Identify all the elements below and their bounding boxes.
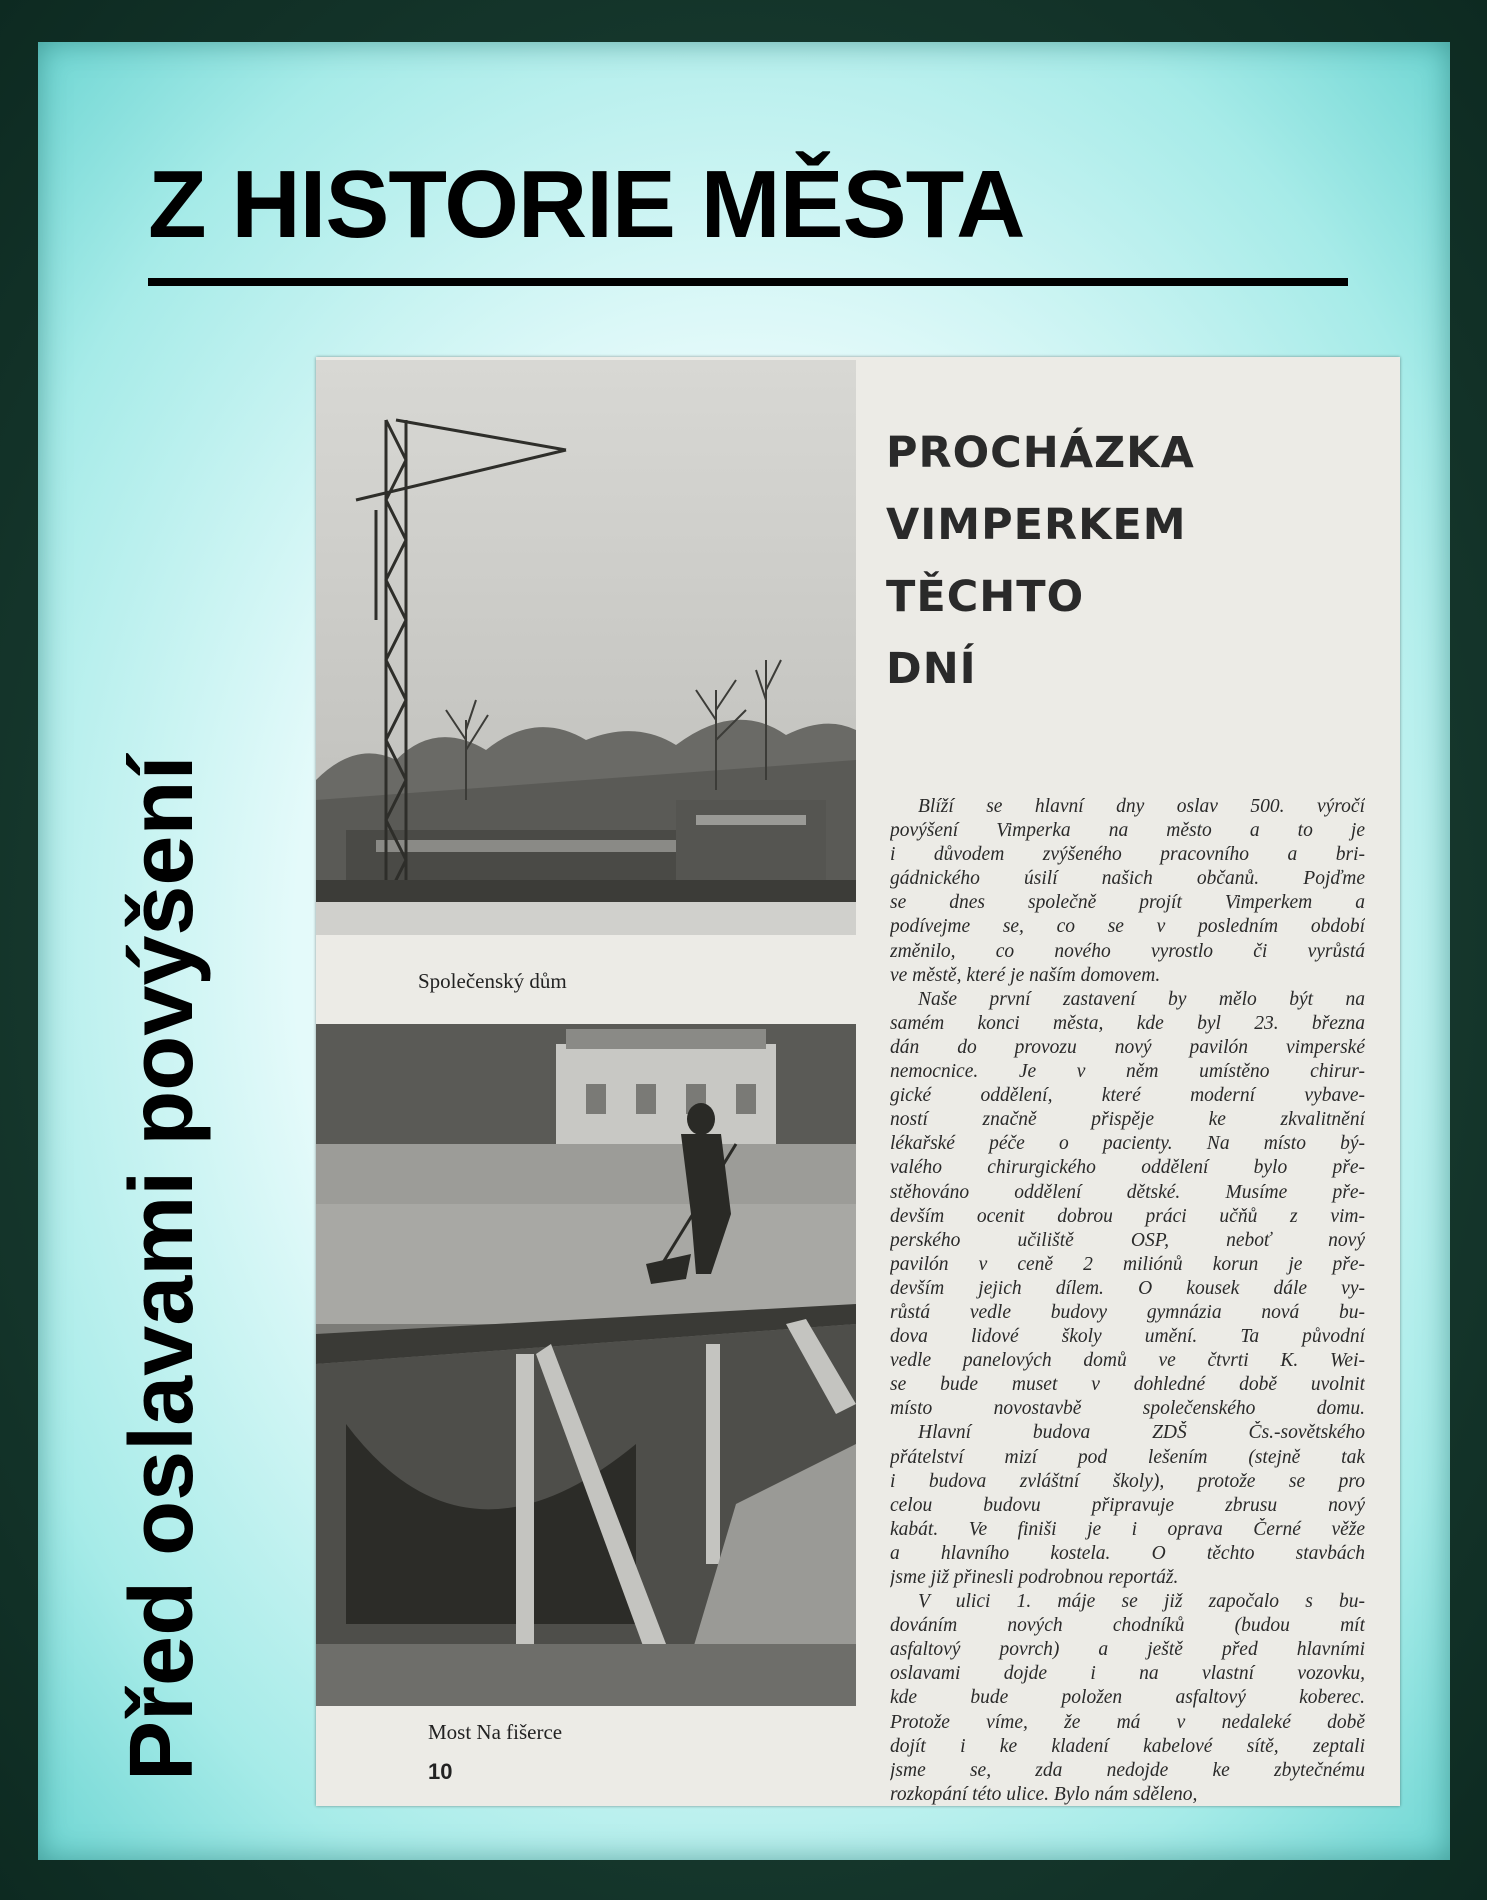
article-body-line: i důvodem zvýšeného pracovního a bri- bbox=[890, 844, 1365, 866]
article-body-line: oslavami dojde i na vlastní vozovku, bbox=[890, 1663, 1365, 1685]
article-body-line: jsme již přinesli podrobnou reportáž. bbox=[890, 1567, 1179, 1588]
article-body-line: Protože víme, že má v nedaleké době bbox=[890, 1711, 1365, 1733]
article-body-line: celou budovu připravuje zbrusu nový bbox=[890, 1494, 1365, 1516]
page-number: 10 bbox=[428, 1759, 453, 1784]
article-body-line: jsme se, zda nedojde ke zbytečnému bbox=[890, 1759, 1365, 1781]
article-body-line: valého chirurgického oddělení bylo pře- bbox=[890, 1157, 1365, 1179]
main-title: Z HISTORIE MĚSTA bbox=[148, 151, 1025, 258]
scanned-page bbox=[316, 357, 1400, 1806]
article-body-line: asfaltový povrch) a ještě před hlavními bbox=[890, 1639, 1365, 1661]
side-title: Před oslavami povýšení bbox=[112, 755, 212, 1781]
article-body-line: se dnes společně projít Vimperkem a bbox=[890, 892, 1365, 914]
photo-caption: Společenský dům bbox=[418, 969, 567, 993]
article-body-line: gické oddělení, které moderní vybave- bbox=[890, 1085, 1365, 1107]
photo-spolecensky-dum bbox=[316, 360, 856, 935]
article-title-line: PROCHÁZKA bbox=[886, 428, 1195, 478]
article-body-line: kde bude položen asfaltový koberec. bbox=[890, 1687, 1365, 1709]
article-body-line: přátelství mizí pod lešením (stejně tak bbox=[890, 1446, 1365, 1468]
article-body-line: dán do provozu nový pavilón vimperské bbox=[890, 1036, 1365, 1058]
article-body bbox=[890, 795, 1365, 1807]
article-body-line: stěhováno oddělení dětské. Musíme pře- bbox=[890, 1181, 1365, 1203]
article-body-line: dojít i ke kladení kabelové sítě, zeptali bbox=[890, 1735, 1365, 1757]
article-body-line: růstá vedle budovy gymnázia nová bu- bbox=[890, 1301, 1365, 1323]
article-body-line: kabát. Ve finiši je i oprava Černé věže bbox=[890, 1518, 1365, 1540]
article-body-line: se bude muset v dohledné době uvolnit bbox=[890, 1374, 1365, 1396]
article-body-line: samém konci města, kde byl 23. března bbox=[890, 1012, 1365, 1034]
article-body-line: podívejme se, co se v posledním období bbox=[890, 916, 1365, 938]
article-body-line: Hlavní budova ZDŠ Čs.-sovětského bbox=[918, 1422, 1365, 1444]
article-body-line: dova lidové školy umění. Ta původní bbox=[890, 1326, 1365, 1348]
article-body-line: Naše první zastavení by mělo být na bbox=[918, 988, 1365, 1010]
article-body-line: rozkopání této ulice. Bylo nám sděleno, bbox=[890, 1783, 1198, 1805]
article-body-line: ve městě, které je naším domovem. bbox=[890, 964, 1161, 986]
article-body-line: dováním nových chodníků (budou mít bbox=[890, 1615, 1365, 1637]
article-body-line: nemocnice. Je v něm umístěno chirur- bbox=[890, 1061, 1365, 1083]
article-body-line: a hlavního kostela. O těchto stavbách bbox=[890, 1542, 1365, 1564]
title-underline bbox=[148, 278, 1348, 286]
photo-caption: Most Na fišerce bbox=[428, 1720, 563, 1744]
article-body-line: vedle panelových domů ve čtvrti K. Wei- bbox=[890, 1350, 1365, 1372]
article-body-line: pavilón v ceně 2 miliónů korun je pře- bbox=[890, 1253, 1365, 1275]
article-body-line: povýšení Vimperka na město a to je bbox=[890, 820, 1365, 842]
article-body-line: ností značně přispěje ke zkvalitnění bbox=[890, 1109, 1365, 1131]
article-body-line: gádnického úsilí našich občanů. Pojďme bbox=[890, 868, 1365, 890]
article-body-line: Blíží se hlavní dny oslav 500. výročí bbox=[918, 796, 1365, 817]
article-title-line: DNÍ bbox=[886, 644, 977, 694]
article-body-line: lékařské péče o pacienty. Na místo bý- bbox=[890, 1133, 1365, 1155]
article-body-line: devším jejich dílem. O kousek dále vy- bbox=[890, 1277, 1365, 1299]
article-body-line: perského učiliště OSP, neboť nový bbox=[890, 1229, 1365, 1251]
photo-most-na-fiserce bbox=[316, 1024, 856, 1706]
article-body-line: devším ocenit dobrou práci učňů z vim- bbox=[890, 1205, 1365, 1227]
article-body-line: i budova zvláštní školy), protože se pro bbox=[890, 1470, 1365, 1492]
article-title bbox=[886, 417, 1366, 705]
article-body-line: V ulici 1. máje se již započalo s bu- bbox=[918, 1591, 1365, 1613]
article-title-line: VIMPERKEM bbox=[886, 500, 1187, 550]
article-body-line: změnilo, co nového vyrostlo či vyrůstá bbox=[890, 940, 1365, 962]
article-body-line: místo novostavbě společenského domu. bbox=[890, 1398, 1365, 1420]
article-title-line: TĚCHTO bbox=[886, 572, 1085, 622]
